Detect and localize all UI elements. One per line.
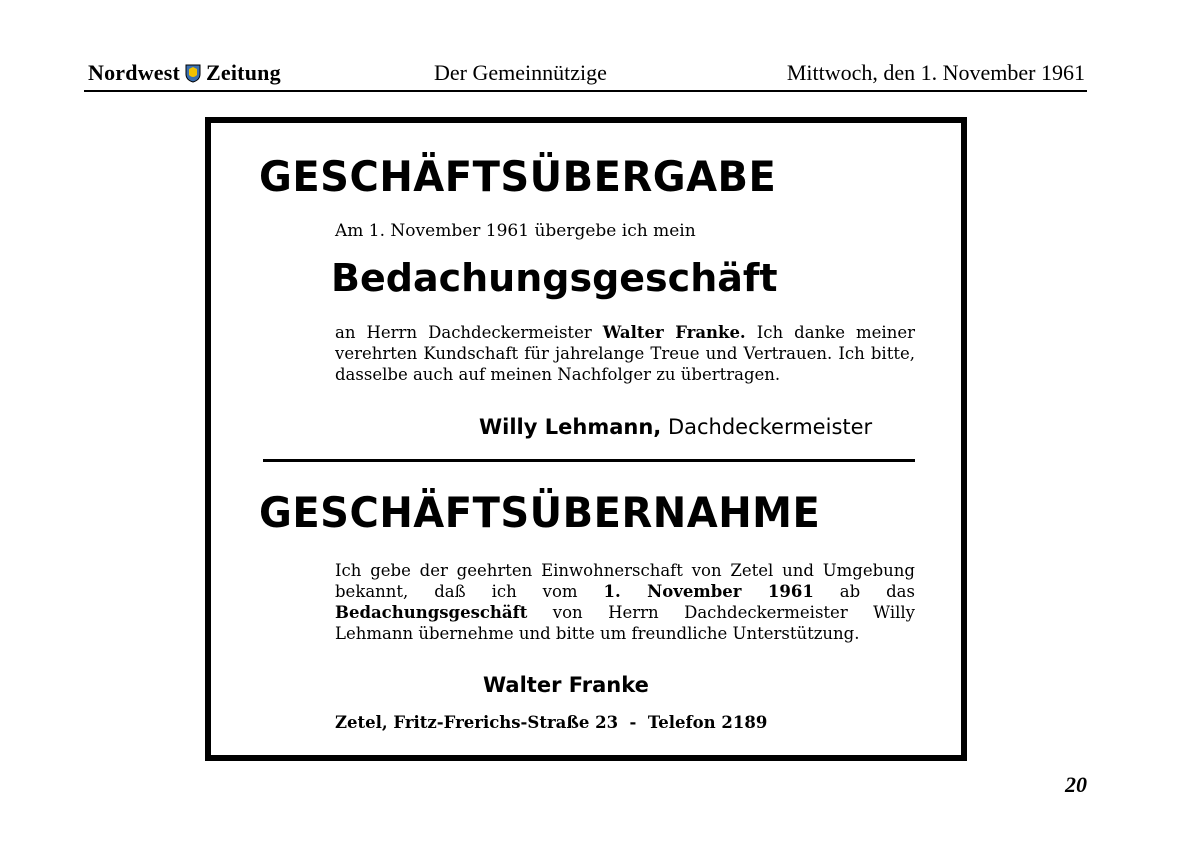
para-1-text-b: Ich danke meiner verehrten Kundschaft für jahrelange Treue und Vertrauen. Ich bitte, dasselbe auch auf meinen Nachfolger zu übertragen. bbox=[335, 323, 915, 384]
address-line: Zetel, Fritz-Frerichs-Straße 23 - Telefon 2189 bbox=[335, 713, 768, 732]
newspaper-header bbox=[84, 58, 1087, 92]
subheading-bedachungsgeschaeft: Bedachungsgeschäft bbox=[331, 256, 778, 300]
logo-word-zeitung: Zeitung bbox=[206, 60, 281, 85]
heading-geschaeftsuebergabe: GESCHÄFTSÜBERGABE bbox=[259, 153, 777, 202]
advertisement-box bbox=[205, 117, 967, 761]
para-2-business: Bedachungsgeschäft bbox=[335, 603, 528, 622]
para-2-text-c: von Herrn Dachdeckermeister Willy Lehmann übernehme und bitte um freundliche Unterstützung. bbox=[335, 603, 915, 643]
sig-1-name: Willy Lehmann, bbox=[479, 415, 662, 439]
heading-geschaeftsuebernahme: GESCHÄFTSÜBERNAHME bbox=[259, 489, 821, 538]
signature-willy-lehmann bbox=[479, 415, 872, 439]
handover-paragraph bbox=[335, 322, 915, 385]
para-1-text-a: an Herrn Dachdeckermeister bbox=[335, 323, 603, 342]
sig-2-name: Walter Franke bbox=[483, 673, 649, 697]
header-publication-name: Der Gemeinnützige bbox=[434, 60, 607, 85]
para-1-name: Walter Franke. bbox=[602, 323, 746, 342]
para-2-date: 1. November 1961 bbox=[603, 582, 814, 601]
newspaper-logo bbox=[88, 60, 281, 86]
logo-word-nordwest: Nordwest bbox=[88, 60, 181, 85]
intro-line: Am 1. November 1961 übergebe ich mein bbox=[335, 221, 696, 241]
para-2-text-a: Ich gebe der geehrten Einwohnerschaft von Zetel und Umgebung bekannt, daß ich vom bbox=[335, 561, 915, 601]
signature-walter-franke bbox=[483, 673, 649, 697]
para-2-text-b: ab das bbox=[813, 582, 915, 601]
divider-line bbox=[263, 459, 915, 462]
crest-icon bbox=[185, 64, 201, 83]
header-date: Mittwoch, den 1. November 1961 bbox=[786, 60, 1085, 85]
page-number: 20 bbox=[1065, 772, 1087, 797]
sig-1-title: Dachdeckermeister bbox=[661, 415, 873, 439]
takeover-paragraph bbox=[335, 560, 915, 644]
